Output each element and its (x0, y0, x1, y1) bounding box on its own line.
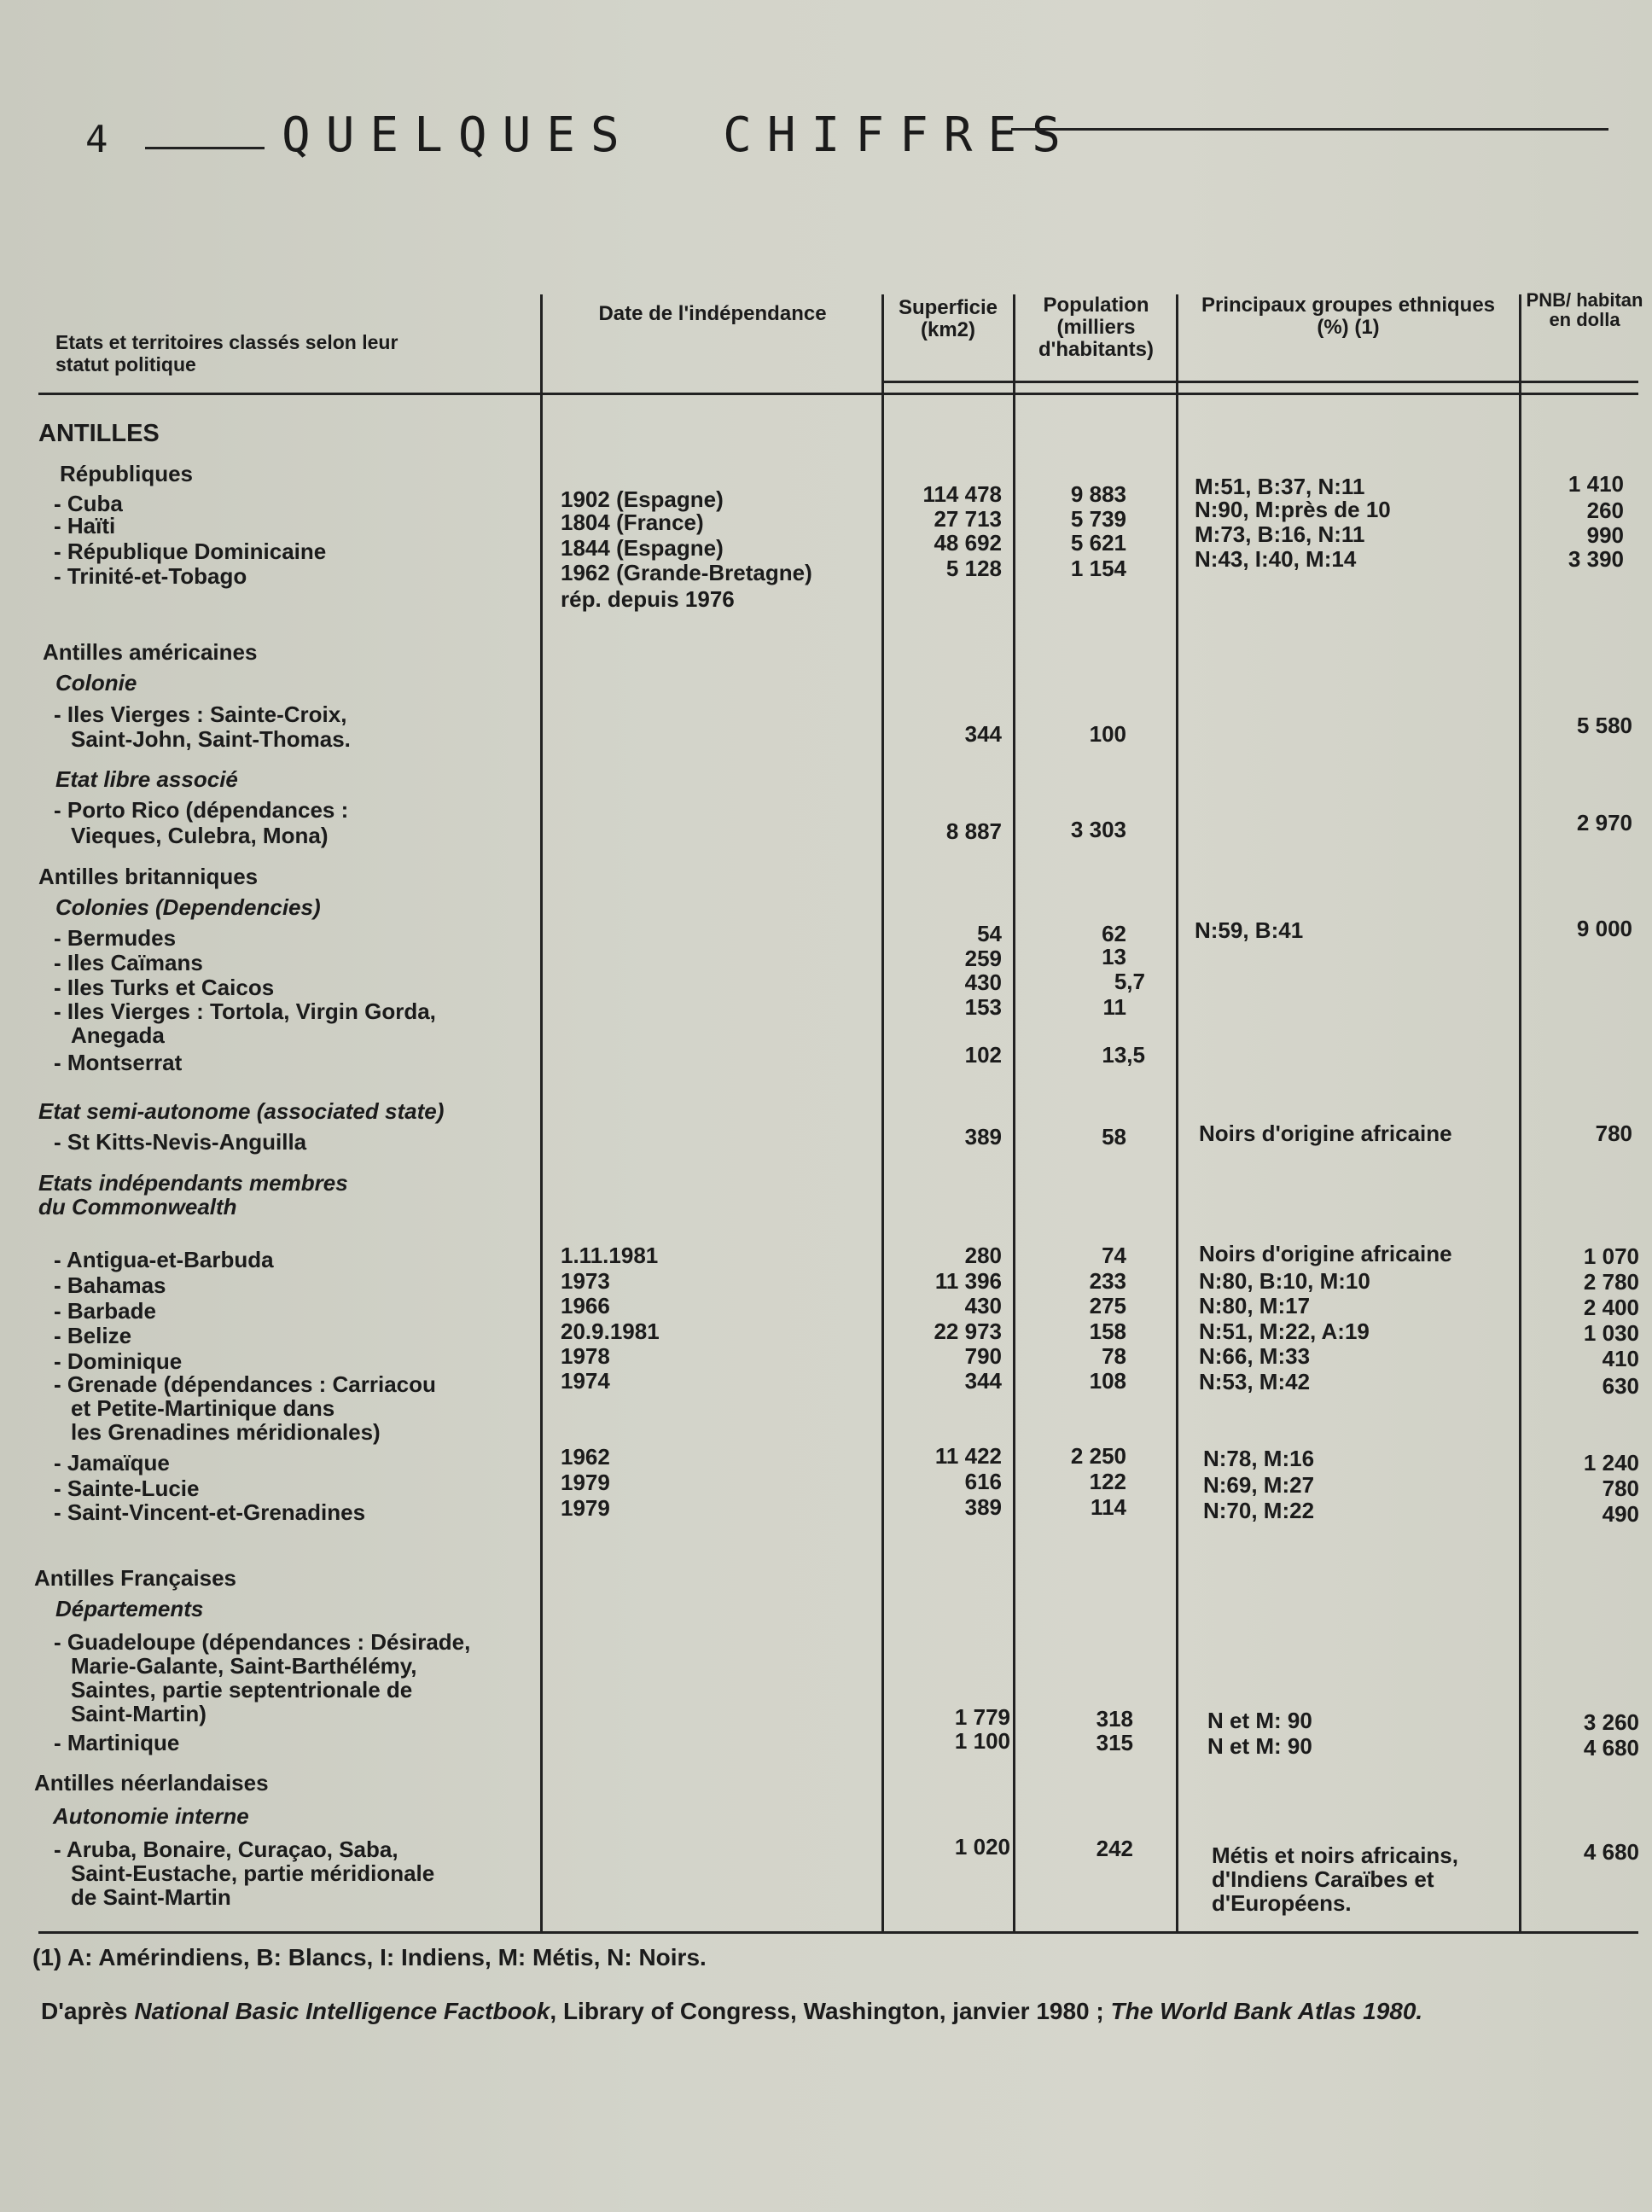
row-name: - Cuba (54, 491, 123, 516)
row-gnp: 3 390 (1568, 546, 1624, 572)
row-gnp: 2 780 (1583, 1269, 1639, 1295)
row-date: 1973 (561, 1268, 610, 1294)
source-prefix: D'après (41, 1998, 135, 2024)
row-population: 122 (1089, 1469, 1126, 1494)
row-area: 114 478 (922, 481, 1002, 507)
row-name: - Saint-Vincent-et-Grenadines (54, 1499, 366, 1525)
row-name: - Porto Rico (dépendances : (54, 797, 349, 823)
row-population: 5 621 (1070, 530, 1126, 556)
row-date: 1902 (Espagne) (561, 486, 724, 512)
row-ethnic: N:69, M:27 (1203, 1472, 1315, 1498)
row-date: 1804 (France) (561, 509, 704, 535)
row-gnp: 9 000 (1576, 916, 1632, 941)
row-name: - Trinité-et-Tobago (54, 563, 247, 589)
subgroup-heading: Etats indépendants membres (38, 1170, 348, 1196)
subgroup-heading-cont: du Commonwealth (38, 1194, 237, 1220)
row-population: 78 (1102, 1343, 1126, 1369)
row-ethnic: N:53, M:42 (1199, 1369, 1311, 1394)
row-date: 1.11.1981 (561, 1243, 659, 1268)
column-header-population: Population (milliers d'habitants) (1038, 294, 1155, 361)
row-population: 158 (1089, 1318, 1126, 1344)
row-date: 1979 (561, 1495, 610, 1521)
row-name-cont: et Petite-Martinique dans (71, 1395, 335, 1421)
row-population: 108 (1089, 1368, 1126, 1394)
row-date: 1966 (561, 1293, 610, 1318)
row-name-cont: Saintes, partie septentrionale de (71, 1677, 413, 1703)
row-population: 5 739 (1070, 506, 1126, 532)
row-name: - St Kitts-Nevis-Anguilla (54, 1129, 307, 1155)
column-header-gnp: PNB/ habitan en dolla (1526, 289, 1643, 330)
row-area: 27 713 (934, 506, 1002, 532)
header-rule-right (1011, 128, 1608, 131)
source-title-1: National Basic Intelligence Factbook (134, 1998, 550, 2024)
column-header-area: Superficie (km2) (898, 296, 998, 341)
row-name: - Dominique (54, 1348, 183, 1374)
group-heading: Antilles néerlandaises (34, 1770, 269, 1796)
row-ethnic: N:80, B:10, M:10 (1199, 1268, 1370, 1294)
subgroup-heading: Etat semi-autonome (associated state) (38, 1098, 445, 1124)
row-name: - Jamaïque (54, 1450, 170, 1476)
row-area: 430 (964, 1293, 1002, 1318)
row-name: - Iles Vierges : Sainte-Croix, (54, 701, 347, 727)
row-gnp: 990 (1586, 522, 1624, 548)
row-population: 74 (1102, 1243, 1126, 1268)
subgroup-heading: Etat libre associé (55, 766, 238, 792)
row-population: 114 (1091, 1494, 1126, 1520)
row-gnp: 2 400 (1583, 1295, 1639, 1320)
row-population: 242 (1096, 1836, 1133, 1861)
group-heading: Antilles britanniques (38, 864, 259, 889)
row-area: 153 (964, 994, 1002, 1020)
source-middle: , Library of Congress, Washington, janvier 1980 ; (550, 1998, 1111, 2024)
row-ethnic: N:43, I:40, M:14 (1195, 546, 1357, 572)
source-title-2: The World Bank Atlas 1980. (1110, 1998, 1423, 2024)
row-date: 1974 (561, 1368, 610, 1394)
row-area: 1 100 (954, 1728, 1010, 1754)
column-header-ethnic: Principaux groupes ethniques (%) (1) (1201, 294, 1496, 339)
row-population: 100 (1089, 721, 1126, 747)
row-name-cont: Vieques, Culebra, Mona) (71, 823, 329, 848)
row-gnp: 2 970 (1576, 810, 1632, 835)
row-name: - Montserrat (54, 1050, 183, 1075)
header-rule-left (145, 147, 265, 149)
row-area: 280 (964, 1243, 1002, 1268)
row-name-cont: Saint-Eustache, partie méridionale (71, 1860, 435, 1886)
row-population: 62 (1102, 921, 1126, 946)
row-area: 344 (964, 1368, 1002, 1394)
row-area: 48 692 (934, 530, 1002, 556)
column-header-states: Etats et territoires classés selon leur statut politique (55, 331, 398, 375)
row-name: - Aruba, Bonaire, Curaçao, Saba, (54, 1837, 398, 1862)
row-name-cont: Saint-Martin) (71, 1701, 206, 1726)
row-gnp: 780 (1602, 1476, 1639, 1501)
row-name: - Guadeloupe (dépendances : Désirade, (54, 1629, 471, 1655)
row-name-cont: de Saint-Martin (71, 1884, 231, 1910)
row-area: 54 (977, 921, 1002, 946)
row-date: 1978 (561, 1343, 610, 1369)
row-area: 790 (964, 1343, 1002, 1369)
row-gnp: 1 410 (1568, 471, 1624, 497)
row-population: 13 (1102, 944, 1126, 969)
row-name-cont: Saint-John, Saint-Thomas. (71, 726, 351, 752)
subgroup-heading: Colonies (Dependencies) (55, 894, 321, 920)
row-population: 58 (1102, 1124, 1126, 1150)
row-name: - Martinique (54, 1730, 180, 1755)
row-ethnic: N:78, M:16 (1203, 1446, 1315, 1471)
row-ethnic: Noirs d'origine africaine (1199, 1121, 1452, 1146)
subgroup-heading: Colonie (55, 670, 137, 696)
row-gnp: 260 (1586, 498, 1624, 523)
row-area: 102 (964, 1042, 1002, 1068)
row-area: 5 128 (945, 556, 1002, 581)
column-divider (1519, 294, 1521, 1933)
row-ethnic: Métis et noirs africains, (1212, 1842, 1458, 1868)
row-ethnic: N:70, M:22 (1203, 1498, 1315, 1523)
row-gnp: 5 580 (1576, 713, 1632, 738)
column-divider (540, 294, 543, 1933)
row-ethnic: N:80, M:17 (1199, 1293, 1311, 1318)
row-name: - Barbade (54, 1298, 156, 1324)
row-ethnic: M:51, B:37, N:11 (1195, 474, 1365, 499)
row-ethnic: N:59, B:41 (1195, 917, 1304, 943)
row-area: 1 020 (954, 1834, 1010, 1860)
group-heading: Antilles américaines (43, 639, 258, 665)
row-ethnic: N et M: 90 (1207, 1733, 1312, 1759)
row-population: 2 250 (1070, 1443, 1126, 1469)
row-name: - Grenade (dépendances : Carriacou (54, 1371, 436, 1397)
row-area: 11 396 (934, 1268, 1002, 1294)
row-ethnic: Noirs d'origine africaine (1199, 1241, 1452, 1266)
row-area: 616 (964, 1469, 1002, 1494)
region-heading: ANTILLES (38, 420, 160, 447)
row-population: 1 154 (1070, 556, 1126, 581)
row-name: - Belize (54, 1323, 132, 1348)
row-gnp: 4 680 (1583, 1735, 1639, 1761)
subgroup-heading: Autonomie interne (53, 1803, 249, 1829)
row-date: 1962 (561, 1444, 610, 1470)
row-name: - Bermudes (54, 925, 177, 951)
row-gnp: 780 (1595, 1121, 1632, 1146)
row-area: 11 422 (934, 1443, 1002, 1469)
row-population: 9 883 (1070, 481, 1126, 507)
row-ethnic: N:51, M:22, A:19 (1199, 1318, 1370, 1344)
row-gnp: 630 (1602, 1373, 1639, 1399)
row-population: 5,7 (1114, 969, 1145, 994)
row-gnp: 4 680 (1583, 1839, 1639, 1865)
row-name: - Haïti (54, 513, 116, 538)
row-name-cont: Marie-Galante, Saint-Barthélémy, (71, 1653, 417, 1679)
table-bottom-rule (38, 1931, 1638, 1934)
row-gnp: 1 070 (1583, 1243, 1639, 1269)
row-date-note: rép. depuis 1976 (561, 586, 735, 612)
row-name: - République Dominicaine (54, 538, 327, 564)
row-name: - Iles Caïmans (54, 950, 203, 975)
row-gnp: 3 260 (1583, 1709, 1639, 1735)
row-population: 315 (1096, 1730, 1133, 1755)
column-divider (1176, 294, 1178, 1933)
header-rule (881, 381, 1638, 383)
row-area: 430 (964, 969, 1002, 995)
row-population: 233 (1089, 1268, 1126, 1294)
row-population: 318 (1096, 1706, 1133, 1732)
row-area: 344 (964, 721, 1002, 747)
row-area: 389 (964, 1124, 1002, 1150)
row-ethnic: N:90, M:près de 10 (1195, 497, 1391, 522)
row-population: 3 303 (1070, 817, 1126, 842)
row-name: - Bahamas (54, 1272, 166, 1298)
row-date: 1962 (Grande-Bretagne) (561, 560, 812, 585)
row-name: - Sainte-Lucie (54, 1476, 200, 1501)
header-rule (38, 393, 1638, 395)
row-ethnic: N et M: 90 (1207, 1708, 1312, 1733)
row-name-cont: Anegada (71, 1022, 165, 1048)
footnote: (1) A: Amérindiens, B: Blancs, I: Indiens, M: Métis, N: Noirs. (32, 1944, 707, 1970)
source-note (41, 2000, 1422, 2023)
row-name-cont: les Grenadines méridionales) (71, 1419, 381, 1445)
row-gnp: 490 (1602, 1501, 1639, 1527)
row-gnp: 1 030 (1583, 1320, 1639, 1346)
row-ethnic: M:73, B:16, N:11 (1195, 521, 1365, 547)
row-population: 11 (1102, 994, 1126, 1020)
row-area: 389 (964, 1494, 1002, 1520)
row-ethnic: N:66, M:33 (1199, 1343, 1311, 1369)
row-area: 22 973 (934, 1318, 1002, 1344)
row-ethnic-cont: d'Européens. (1212, 1890, 1352, 1916)
row-date: 20.9.1981 (561, 1318, 660, 1344)
group-heading: Antilles Françaises (34, 1565, 236, 1591)
subgroup-heading: Départements (55, 1596, 204, 1621)
group-heading: Républiques (60, 461, 194, 486)
row-name: - Iles Turks et Caicos (54, 975, 275, 1000)
row-date: 1844 (Espagne) (561, 535, 724, 561)
row-name: - Antigua-et-Barbuda (54, 1247, 274, 1272)
row-name: - Iles Vierges : Tortola, Virgin Gorda, (54, 998, 436, 1024)
row-area: 1 779 (954, 1704, 1010, 1730)
page-number: 4 (85, 118, 108, 161)
row-gnp: 1 240 (1583, 1450, 1639, 1476)
row-gnp: 410 (1602, 1346, 1639, 1371)
row-population: 13,5 (1102, 1042, 1145, 1068)
row-population: 275 (1089, 1293, 1126, 1318)
row-area: 259 (964, 946, 1002, 971)
row-area: 8 887 (945, 818, 1002, 844)
page-title: QUELQUES CHIFFRES (282, 108, 1076, 163)
column-header-independence: Date de l'indépendance (598, 302, 827, 325)
row-ethnic-cont: d'Indiens Caraïbes et (1212, 1866, 1434, 1892)
row-date: 1979 (561, 1470, 610, 1495)
